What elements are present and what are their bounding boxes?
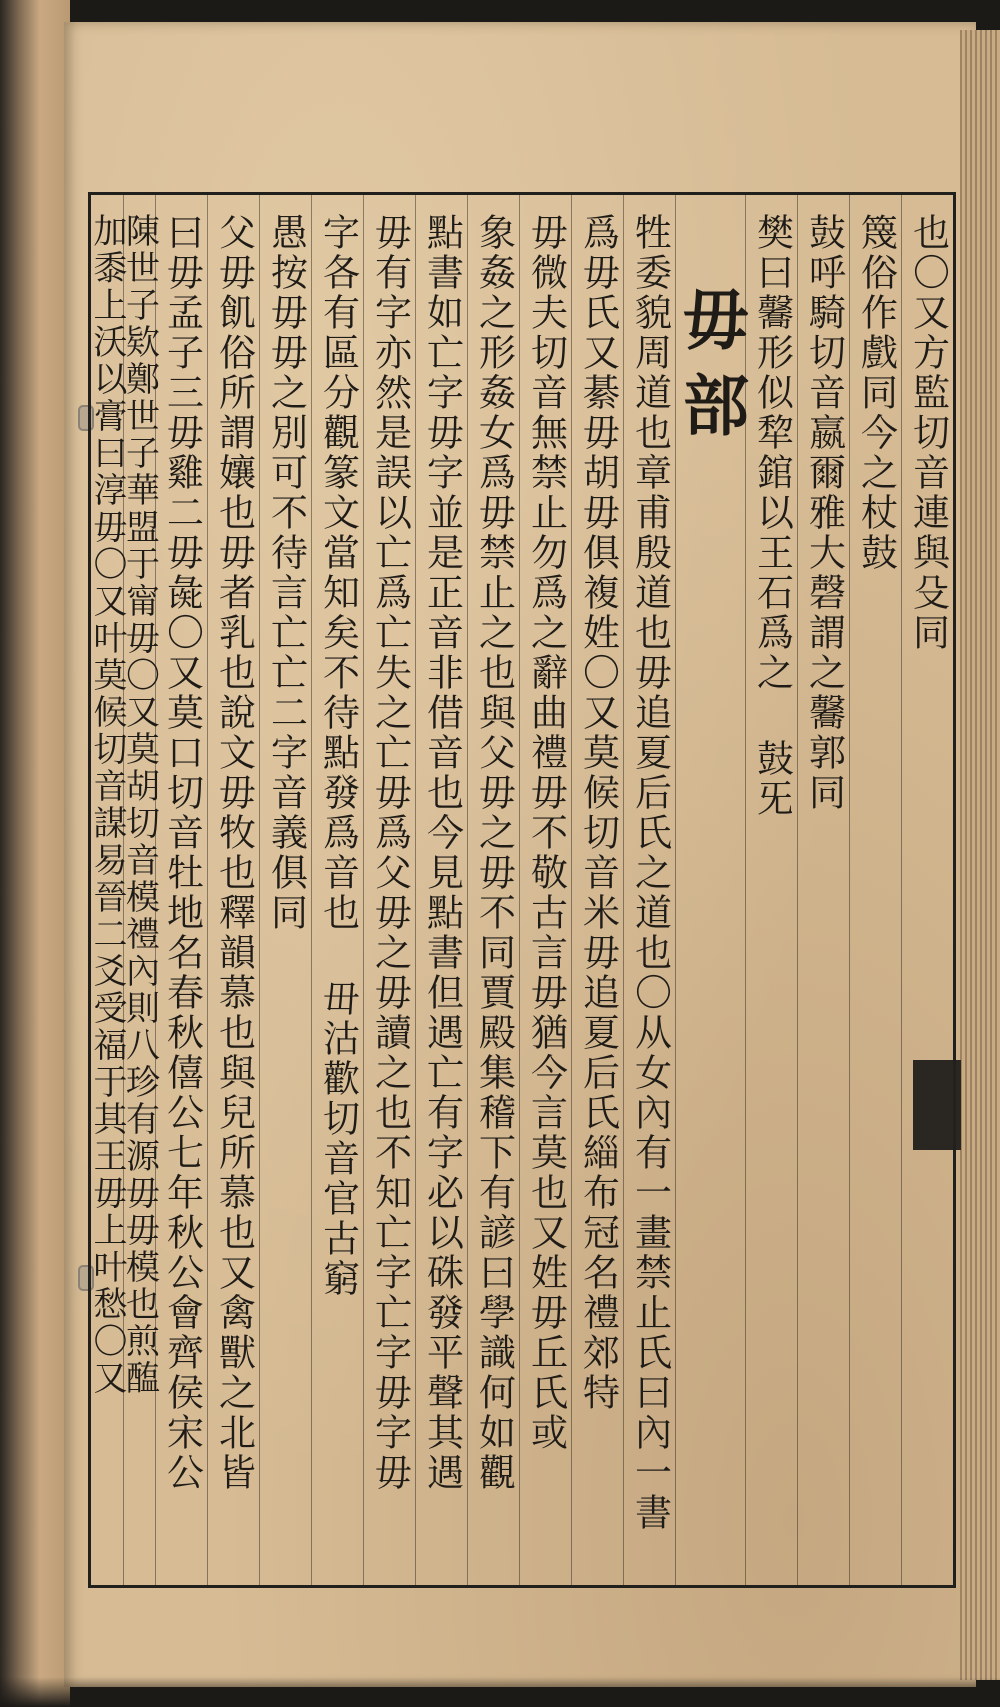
page-stack-edge xyxy=(960,30,1000,1680)
text-column: 點書如亡字毋字並是正音非借音也今見點書但遇亡有字必以硃發平聲其遇 xyxy=(415,195,467,1585)
text-column: 毋微夫切音無禁止勿爲之辭曲禮毋不敬古言毋猶今言莫也又姓毋丘氏或 xyxy=(519,195,571,1585)
text-frame xyxy=(88,192,956,1588)
text-column: 父毋飢俗所謂孃也毋者乳也說文毋牧也釋韻慕也與兒所慕也又禽獸之北皆 xyxy=(207,195,259,1585)
text-column: 曰毋孟子三毋雞二毋彘〇又莫口切音牡地名春秋僖公七年秋公會齊侯宋公 xyxy=(155,195,207,1585)
text-column: 爲毋氏又綦毋胡毋俱複姓〇又莫候切音米毋追夏后氏緇布冠名禮郊特 xyxy=(571,195,623,1585)
text-column: 也〇又方監切音連與殳同 xyxy=(901,195,953,1585)
bottom-shadow xyxy=(0,1677,1000,1707)
text-column: 加黍上沃以膏曰淳毋〇又叶莫候切音謀易晉二爻受福于其王毋上叶愁〇又 xyxy=(87,213,127,1397)
text-column: 愚按毋毋之別可不待言亡亡二字音義俱同 xyxy=(259,195,311,1585)
text-column: 陳世子欵鄭世子華盟于甯毋〇又莫胡切音模禮內則八珍有源毋毋模也煎醢 xyxy=(123,195,155,1585)
text-column: 象姦之形姦女爲毋禁止之也與父毋之毋不同賈殿集稽下有諺曰學識何如觀 xyxy=(467,195,519,1585)
section-heading: 毋部 xyxy=(675,195,745,1585)
text-column: 牲委貌周道也章甫殷道也毋追夏后氏之道也〇从女內有一畫禁止氏曰內一書 xyxy=(623,195,675,1585)
text-column: 字各有區分觀篆文當知矣不待點發爲音也 毌沽歡切音官古窮 xyxy=(311,195,363,1585)
text-column: 毋有字亦然是誤以亡爲亡失之亡毋爲父毋之毋讀之也不知亡字亡字毋字毋 xyxy=(363,195,415,1585)
left-page-edge xyxy=(0,0,70,1707)
text-column: 鼔呼騎切音嬴爾雅大磬謂之毊郭同 xyxy=(797,195,849,1585)
text-column: 樊曰毊形似犂錧以王石爲之 鼓旡 xyxy=(745,195,797,1585)
text-column: 篾俗作戲同今之杖鼓 xyxy=(849,195,901,1585)
